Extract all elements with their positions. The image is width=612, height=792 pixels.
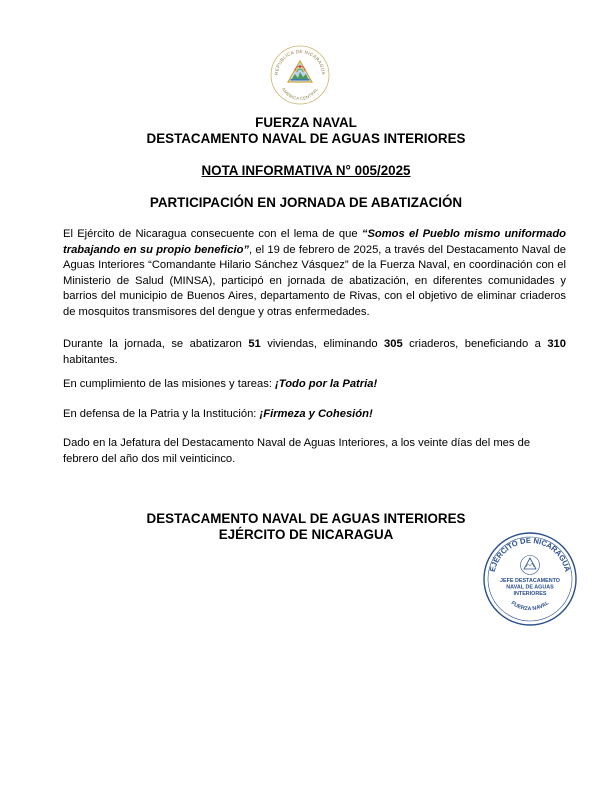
svg-text:REPUBLICA DE NICARAGUA: REPUBLICA DE NICARAGUA [273, 48, 327, 76]
document-number: NOTA INFORMATIVA N° 005/2025 [201, 163, 411, 178]
unit-name: DESTACAMENTO NAVAL DE AGUAS INTERIORES [146, 131, 466, 146]
results-text: criaderos, beneficiando a [402, 338, 548, 350]
coat-of-arms-icon [269, 44, 331, 106]
paragraph-intro-rest: , el 19 de febrero de 2025, a través del Destacamento Naval de Aguas Interiores “Comandante Hilario Sánchez Vásquez” de la Fuerza Naval, en coordinación con el Ministerio de Salud (MINSA), participó en jornada de abatización, en diferentes comunidades y barrios del municipio de Buenos Aires, departamento de Rivas, con el objetivo de eliminar criaderos de mosquitos transmisores del dengue y otras enfermedades. [63, 243, 567, 318]
svg-text:JEFE DESTACAMENTO: JEFE DESTACAMENTO [499, 578, 561, 584]
svg-text:NAVAL DE AGUAS: NAVAL DE AGUAS [506, 584, 554, 591]
mission-slogan: ¡Todo por la Patria! [275, 378, 378, 390]
official-stamp-icon [482, 531, 578, 627]
svg-text:EJÉRCITO DE NICARAGUA: EJÉRCITO DE NICARAGUA [487, 535, 573, 573]
svg-text:FUERZA NAVAL: FUERZA NAVAL [509, 600, 551, 613]
institutional-motto: “Somos el Pueblo mismo uniformado trabajando en su propio beneficio” [63, 228, 566, 256]
paragraph-mission [63, 377, 566, 393]
results-text: viviendas, eliminando [260, 338, 385, 350]
results-text: Durante la jornada, se abatizaron [63, 338, 249, 350]
document-title: PARTICIPACIÓN EN JORNADA DE ABATIZACIÓN [149, 195, 463, 210]
habitantes-count: 310 [547, 338, 566, 350]
svg-text:AMERICA CENTRAL: AMERICA CENTRAL [281, 86, 319, 102]
org-name: FUERZA NAVAL [255, 115, 357, 130]
paragraph-intro [63, 227, 566, 321]
paragraph-intro-lead: El Ejército de Nicaragua consecuente con el lema de que [63, 228, 362, 240]
criaderos-count: 305 [384, 338, 403, 350]
signature-unit: DESTACAMENTO NAVAL DE AGUAS INTERIORES [146, 511, 466, 526]
paragraph-results [63, 337, 566, 368]
paragraph-date: Dado en la Jefatura del Destacamento Naval de Aguas Interiores, a los veinte días del mes de febrero del año dos mil veinticinco. [63, 437, 531, 465]
defense-slogan: ¡Firmeza y Cohesión! [259, 408, 373, 420]
results-text: habitantes. [63, 353, 118, 366]
defense-lead: En defensa de la Patria y la Institución: [63, 408, 260, 420]
paragraph-defense [63, 407, 566, 423]
mission-lead: En cumplimiento de las misiones y tareas: [63, 378, 276, 390]
svg-text:INTERIORES: INTERIORES [513, 591, 547, 597]
viviendas-count: 51 [248, 338, 261, 350]
signature-institution: EJÉRCITO DE NICARAGUA [218, 527, 394, 542]
